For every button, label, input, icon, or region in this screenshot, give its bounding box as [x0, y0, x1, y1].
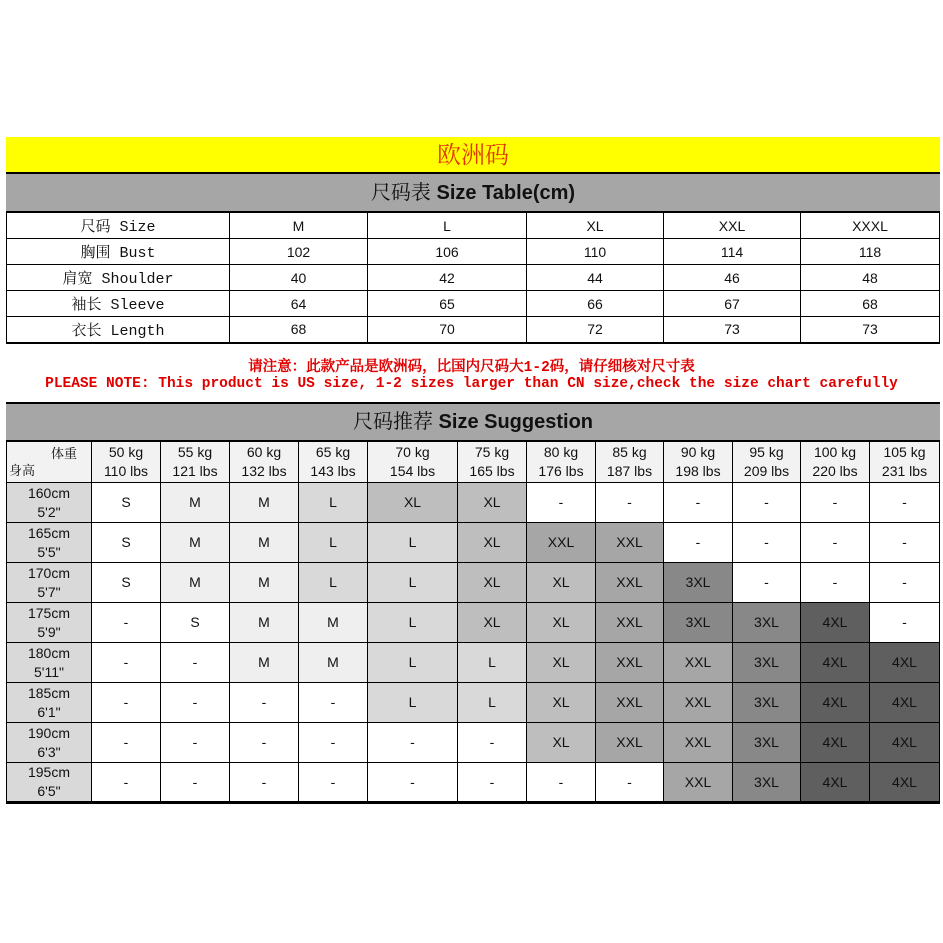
suggested-size-cell: L — [368, 523, 458, 563]
height-header — [7, 523, 92, 563]
size-table-cell: 114 — [664, 239, 801, 265]
height-cm: 185cm — [27, 684, 71, 701]
weight-lbs: 209 lbs — [743, 463, 790, 479]
weight-kg: 50 kg — [108, 444, 144, 460]
suggested-size-cell: L — [368, 683, 458, 723]
suggested-size-cell: 4XL — [801, 723, 870, 763]
weight-kg: 105 kg — [883, 444, 926, 460]
suggested-size-cell: S — [161, 603, 230, 643]
weight-kg: 75 kg — [474, 444, 510, 460]
size-table-cell: XXL — [664, 213, 801, 239]
weight-kg: 100 kg — [813, 444, 857, 460]
suggested-size-cell: 4XL — [801, 643, 870, 683]
suggested-size-cell: XXL — [664, 723, 733, 763]
suggested-size-cell: - — [801, 523, 870, 563]
size-table-cell: 44 — [527, 265, 664, 291]
height-ft: 5'9" — [37, 623, 61, 640]
suggested-size-cell: - — [161, 763, 230, 803]
suggestion-row — [7, 603, 940, 643]
suggested-size-cell: 4XL — [870, 643, 940, 683]
size-table-cell: 68 — [801, 291, 940, 317]
suggested-size-cell: M — [230, 483, 299, 523]
suggestion-row — [7, 723, 940, 763]
weight-lbs: 132 lbs — [241, 463, 287, 479]
size-table-cell: 72 — [527, 317, 664, 343]
weight-header-row — [7, 442, 940, 483]
size-table-cell: 42 — [368, 265, 527, 291]
suggested-size-cell: - — [161, 723, 230, 763]
suggested-size-cell: - — [664, 523, 733, 563]
suggested-size-cell: L — [458, 683, 527, 723]
suggested-size-cell: M — [161, 563, 230, 603]
suggestion-row — [7, 643, 940, 683]
suggested-size-cell: L — [368, 603, 458, 643]
weight-header — [596, 442, 664, 483]
weight-lbs: 187 lbs — [606, 463, 653, 479]
suggested-size-cell: S — [92, 523, 161, 563]
weight-header — [664, 442, 733, 483]
weight-kg: 65 kg — [315, 444, 351, 460]
suggestion-row — [7, 483, 940, 523]
weight-kg: 85 kg — [612, 444, 647, 460]
height-header — [7, 683, 92, 723]
suggested-size-cell: - — [733, 523, 801, 563]
suggested-size-cell: - — [368, 723, 458, 763]
suggested-size-cell: - — [92, 683, 161, 723]
suggested-size-cell: 4XL — [801, 683, 870, 723]
weight-kg: 95 kg — [749, 444, 784, 460]
suggested-size-cell: S — [92, 483, 161, 523]
suggested-size-cell: 4XL — [801, 763, 870, 803]
weight-kg: 90 kg — [680, 444, 716, 460]
suggested-size-cell: L — [368, 643, 458, 683]
suggested-size-cell: XXL — [664, 763, 733, 803]
suggested-size-cell: XL — [527, 643, 596, 683]
suggested-size-cell: S — [92, 563, 161, 603]
suggestion-row — [7, 523, 940, 563]
weight-header — [299, 442, 368, 483]
weight-header — [368, 442, 458, 483]
height-header — [7, 563, 92, 603]
suggested-size-cell: - — [161, 643, 230, 683]
suggested-size-cell: - — [596, 483, 664, 523]
suggested-size-cell: - — [870, 563, 940, 603]
suggested-size-cell: 3XL — [733, 723, 801, 763]
height-ft: 5'7" — [37, 583, 61, 600]
size-table-cell: 73 — [664, 317, 801, 343]
height-header — [7, 603, 92, 643]
suggested-size-cell: XXL — [596, 683, 664, 723]
suggested-size-cell: - — [527, 483, 596, 523]
suggested-size-cell: - — [458, 763, 527, 803]
suggested-size-cell: - — [733, 563, 801, 603]
suggested-size-cell: M — [230, 523, 299, 563]
size-table-cell: 110 — [527, 239, 664, 265]
suggested-size-cell: 3XL — [733, 643, 801, 683]
suggested-size-cell: L — [458, 643, 527, 683]
size-table-cell: 70 — [368, 317, 527, 343]
height-header — [7, 723, 92, 763]
size-table-cell: L — [368, 213, 527, 239]
suggested-size-cell: M — [299, 643, 368, 683]
suggested-size-cell: 3XL — [733, 683, 801, 723]
suggested-size-cell: - — [230, 683, 299, 723]
suggested-size-cell: XL — [368, 483, 458, 523]
height-ft: 5'2" — [37, 503, 61, 520]
size-table — [6, 212, 940, 344]
weight-lbs: 220 lbs — [812, 463, 858, 479]
suggested-size-cell: - — [801, 483, 870, 523]
height-cm: 170cm — [27, 564, 71, 581]
row-label: 肩宽 Shoulder — [7, 265, 230, 291]
suggestion-title-en: Size Suggestion — [438, 411, 594, 433]
suggestion-row — [7, 763, 940, 803]
size-table-title — [6, 172, 940, 212]
weight-header — [870, 442, 940, 483]
height-ft: 6'5" — [37, 783, 61, 799]
suggested-size-cell: - — [458, 723, 527, 763]
suggested-size-cell: - — [733, 483, 801, 523]
weight-header — [92, 442, 161, 483]
size-table-cell: 68 — [230, 317, 368, 343]
height-cm: 195cm — [27, 764, 71, 780]
suggested-size-cell: 3XL — [733, 763, 801, 803]
size-table-title-en: Size Table(cm) — [436, 182, 576, 204]
size-table-row — [7, 239, 940, 265]
size-table-cell: 118 — [801, 239, 940, 265]
suggested-size-cell: 4XL — [801, 603, 870, 643]
suggested-size-cell: - — [299, 683, 368, 723]
suggested-size-cell: XL — [527, 603, 596, 643]
height-ft: 5'5" — [37, 543, 61, 560]
suggestion-row — [7, 683, 940, 723]
weight-lbs: 231 lbs — [881, 463, 928, 479]
suggested-size-cell: - — [596, 763, 664, 803]
suggested-size-cell: - — [92, 763, 161, 803]
note-en: PLEASE NOTE: This product is US size, 1-2 sizes larger than CN size,check the size chart carefully — [45, 376, 898, 392]
suggestion-row — [7, 563, 940, 603]
suggested-size-cell: XL — [458, 483, 527, 523]
suggested-size-cell: - — [230, 723, 299, 763]
size-table-title-cn: 尺码表 — [370, 182, 431, 204]
size-table-cell: M — [230, 213, 368, 239]
size-table-cell: XXXL — [801, 213, 940, 239]
height-ft: 6'3" — [37, 743, 61, 760]
suggested-size-cell: - — [92, 723, 161, 763]
row-label: 衣长 Length — [7, 317, 230, 343]
suggested-size-cell: 3XL — [664, 603, 733, 643]
height-header — [7, 763, 92, 803]
suggested-size-cell: L — [368, 563, 458, 603]
suggested-size-cell: - — [801, 563, 870, 603]
suggested-size-cell: - — [527, 763, 596, 803]
weight-kg: 60 kg — [246, 444, 282, 460]
suggested-size-cell: M — [161, 483, 230, 523]
weight-lbs: 154 lbs — [389, 463, 436, 479]
suggested-size-cell: XXL — [664, 683, 733, 723]
weight-lbs: 121 lbs — [172, 463, 218, 479]
size-table-row — [7, 213, 940, 239]
suggested-size-cell: - — [92, 643, 161, 683]
corner-height-label: 身高 — [9, 463, 36, 478]
height-header — [7, 643, 92, 683]
height-cm: 180cm — [27, 644, 71, 661]
weight-header — [458, 442, 527, 483]
suggested-size-cell: XL — [527, 723, 596, 763]
note-cn: 请注意：此款产品是欧洲码，比国内尺码大1-2码，请仔细核对尺寸表 — [248, 360, 695, 376]
suggested-size-cell: XL — [458, 563, 527, 603]
weight-header — [801, 442, 870, 483]
weight-header — [527, 442, 596, 483]
size-table-cell: 64 — [230, 291, 368, 317]
suggested-size-cell: M — [161, 523, 230, 563]
size-table-row — [7, 291, 940, 317]
suggested-size-cell: XXL — [596, 523, 664, 563]
size-table-cell: XL — [527, 213, 664, 239]
suggested-size-cell: L — [299, 483, 368, 523]
row-label: 尺码 Size — [7, 213, 230, 239]
suggested-size-cell: 4XL — [870, 683, 940, 723]
suggested-size-cell: M — [230, 563, 299, 603]
suggested-size-cell: 4XL — [870, 763, 940, 803]
suggested-size-cell: L — [299, 563, 368, 603]
weight-lbs: 143 lbs — [310, 463, 356, 479]
height-cm: 190cm — [27, 724, 71, 741]
suggested-size-cell: - — [230, 763, 299, 803]
size-table-cell: 67 — [664, 291, 801, 317]
height-cm: 160cm — [27, 484, 71, 501]
suggested-size-cell: - — [664, 483, 733, 523]
size-table-cell: 106 — [368, 239, 527, 265]
suggested-size-cell: - — [870, 523, 940, 563]
corner-cell — [7, 442, 92, 483]
suggested-size-cell: M — [230, 643, 299, 683]
size-table-cell: 66 — [527, 291, 664, 317]
suggested-size-cell: M — [230, 603, 299, 643]
weight-lbs: 198 lbs — [675, 463, 721, 479]
suggested-size-cell: - — [299, 723, 368, 763]
suggested-size-cell: 3XL — [664, 563, 733, 603]
weight-header — [161, 442, 230, 483]
suggested-size-cell: - — [92, 603, 161, 643]
height-ft: 6'1" — [37, 703, 61, 720]
size-suggestion-title — [6, 402, 940, 441]
suggested-size-cell: - — [368, 763, 458, 803]
size-table-cell: 40 — [230, 265, 368, 291]
weight-header — [230, 442, 299, 483]
suggested-size-cell: 4XL — [870, 723, 940, 763]
suggested-size-cell: XXL — [596, 563, 664, 603]
weight-lbs: 110 lbs — [103, 463, 149, 479]
suggested-size-cell: XL — [527, 563, 596, 603]
height-cm: 165cm — [27, 524, 71, 541]
suggested-size-cell: XL — [527, 683, 596, 723]
size-table-cell: 48 — [801, 265, 940, 291]
suggested-size-cell: L — [299, 523, 368, 563]
suggested-size-cell: 3XL — [733, 603, 801, 643]
suggested-size-cell: - — [870, 603, 940, 643]
size-table-cell: 102 — [230, 239, 368, 265]
weight-lbs: 176 lbs — [538, 463, 584, 479]
suggested-size-cell: XXL — [527, 523, 596, 563]
suggested-size-cell: M — [299, 603, 368, 643]
suggested-size-cell: XXL — [596, 643, 664, 683]
suggested-size-cell: XL — [458, 603, 527, 643]
size-table-cell: 65 — [368, 291, 527, 317]
weight-kg: 70 kg — [395, 444, 430, 460]
suggested-size-cell: - — [299, 763, 368, 803]
suggested-size-cell: XL — [458, 523, 527, 563]
suggested-size-cell: XXL — [664, 643, 733, 683]
weight-kg: 55 kg — [177, 444, 213, 460]
size-table-cell: 73 — [801, 317, 940, 343]
size-table-row — [7, 317, 940, 343]
corner-weight-label: 体重 — [50, 446, 77, 461]
suggested-size-cell: - — [870, 483, 940, 523]
row-label: 袖长 Sleeve — [7, 291, 230, 317]
row-label: 胸围 Bust — [7, 239, 230, 265]
weight-lbs: 165 lbs — [469, 463, 515, 479]
suggested-size-cell: XXL — [596, 603, 664, 643]
suggested-size-cell: XXL — [596, 723, 664, 763]
height-header — [7, 483, 92, 523]
weight-header — [733, 442, 801, 483]
height-cm: 175cm — [27, 604, 71, 621]
suggestion-title-cn: 尺码推荐 — [352, 411, 433, 433]
weight-kg: 80 kg — [543, 444, 579, 460]
size-suggestion-table — [6, 441, 940, 804]
size-table-cell: 46 — [664, 265, 801, 291]
height-ft: 5'11" — [34, 663, 64, 680]
size-table-row — [7, 265, 940, 291]
suggested-size-cell: - — [161, 683, 230, 723]
region-banner: 欧洲码 — [6, 137, 940, 173]
